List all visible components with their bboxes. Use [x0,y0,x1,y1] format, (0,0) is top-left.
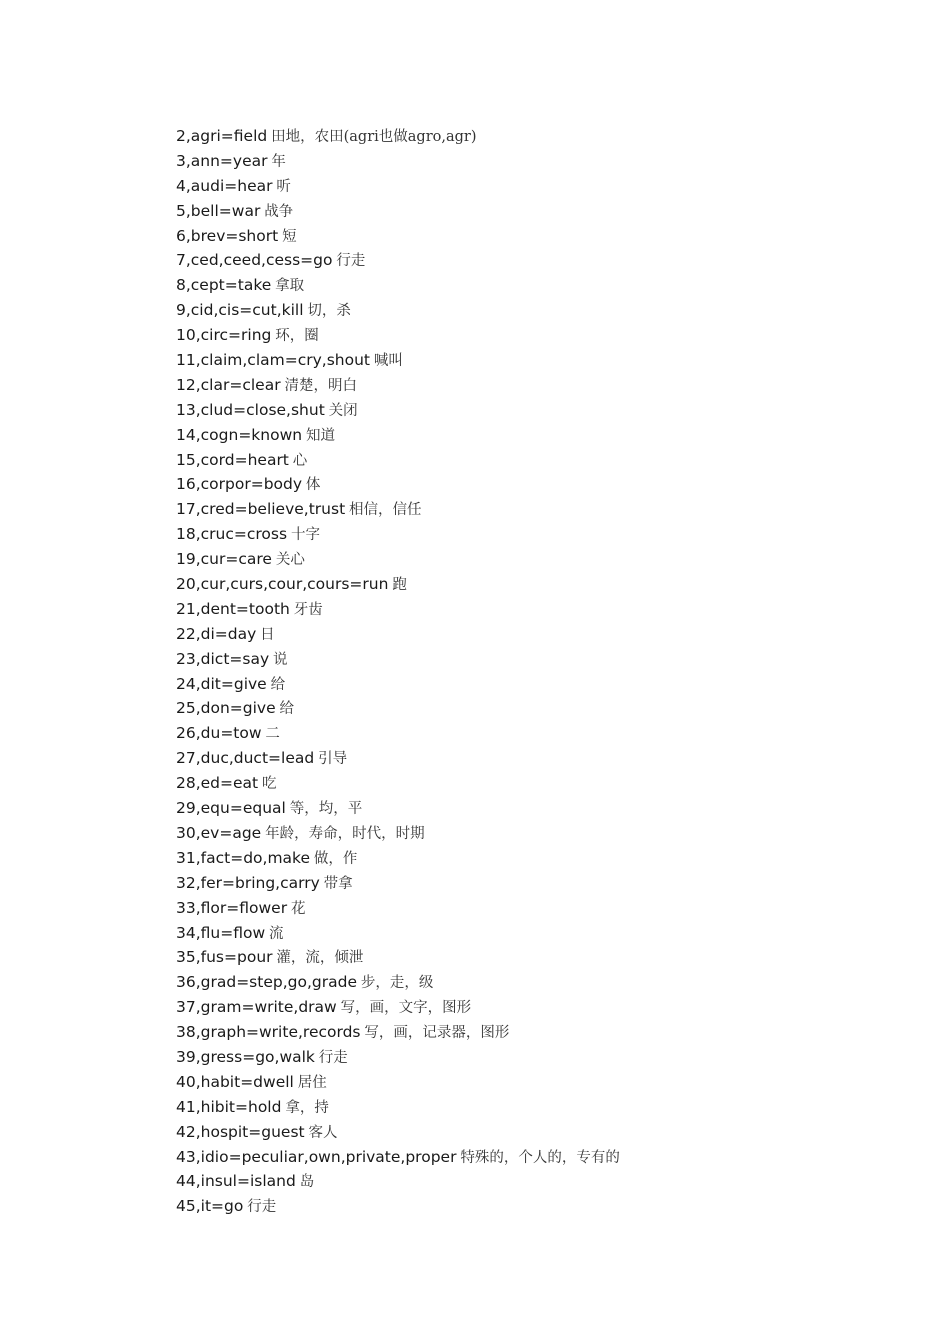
word-root-entry [176,622,876,647]
root-definition: 27,duc,duct=lead [176,749,315,768]
word-root-list [176,124,876,1219]
word-root-entry [176,647,876,672]
word-root-entry [176,174,876,199]
root-definition: 24,dit=give [176,674,267,693]
root-meaning-chinese: 年 [271,153,286,170]
word-root-entry [176,696,876,721]
root-definition: 32,fer=bring,carry [176,873,320,892]
root-meaning-chinese: 行走 [318,1049,348,1066]
root-meaning-chinese: 关心 [275,552,305,569]
word-root-entry [176,448,876,473]
root-definition: 23,dict=say [176,649,270,668]
word-root-entry [176,995,876,1020]
word-root-entry [176,846,876,871]
root-meaning-chinese: 体 [305,477,321,494]
root-definition: 45,it=go [176,1197,244,1216]
root-meaning-chinese: 牙齿 [293,601,323,618]
word-root-entry [176,522,876,547]
word-root-entry [176,398,876,423]
root-meaning-chinese: 清楚，明白 [284,377,357,394]
word-root-entry [176,224,876,249]
word-root-entry [176,348,876,373]
root-definition: 19,cur=care [176,550,272,569]
root-definition: 10,circ=ring [176,326,272,345]
root-meaning-chinese: 田地，农田(agri也做agro,agr) [271,129,477,145]
root-meaning-chinese: 短 [282,228,297,245]
word-root-entry [176,423,876,448]
root-meaning-chinese: 拿取 [275,278,305,295]
root-meaning-chinese: 跑 [392,577,407,594]
root-definition: 40,habit=dwell [176,1072,294,1091]
word-root-entry [176,672,876,697]
root-meaning-chinese: 相信，信任 [349,502,422,519]
word-root-entry [176,323,876,348]
root-meaning-chinese: 年龄，寿命，时代，时期 [265,825,425,842]
root-definition: 26,du=tow [176,724,262,743]
word-root-entry [176,746,876,771]
root-definition: 42,hospit=guest [176,1122,305,1141]
root-meaning-chinese: 客人 [308,1124,338,1141]
root-meaning-chinese: 花 [290,900,306,917]
root-definition: 39,gress=go,walk [176,1047,315,1066]
root-definition: 30,ev=age [176,823,262,842]
root-definition: 13,clud=close,shut [176,400,325,419]
root-meaning-chinese: 心 [292,452,308,469]
root-definition: 7,ced,ceed,cess=go [176,251,333,270]
root-meaning-chinese: 战争 [264,203,294,220]
word-root-entry [176,597,876,622]
word-root-entry [176,124,876,149]
root-meaning-chinese: 十字 [290,527,320,544]
root-definition: 9,cid,cis=cut,kill [176,301,304,320]
root-definition: 36,grad=step,go,grade [176,973,357,992]
root-meaning-chinese: 写，画，文字，图形 [340,1000,472,1017]
word-root-entry [176,821,876,846]
word-root-entry [176,248,876,273]
root-definition: 17,cred=believe,trust [176,500,346,519]
root-definition: 18,cruc=cross [176,525,288,544]
root-definition: 22,di=day [176,624,257,643]
root-meaning-chinese: 带拿 [323,875,353,892]
root-meaning-chinese: 给 [270,676,286,693]
root-meaning-chinese: 流 [269,925,284,942]
root-meaning-chinese: 环，圈 [275,328,319,345]
root-definition: 6,brev=short [176,226,279,245]
root-definition: 14,cogn=known [176,425,303,444]
root-meaning-chinese: 行走 [336,253,366,270]
word-root-entry [176,1145,876,1170]
word-root-entry [176,149,876,174]
root-meaning-chinese: 说 [273,651,288,668]
root-meaning-chinese: 拿，持 [285,1099,329,1116]
root-definition: 4,audi=hear [176,176,273,195]
root-definition: 38,graph=write,records [176,1023,361,1042]
root-definition: 33,flor=flower [176,898,288,917]
word-root-entry [176,273,876,298]
root-meaning-chinese: 切，杀 [307,303,351,320]
word-root-entry [176,298,876,323]
root-meaning-chinese: 引导 [318,751,348,768]
root-meaning-chinese: 写，画，记录器，图形 [364,1025,510,1042]
root-definition: 2,agri=field [176,127,268,145]
word-root-entry [176,1070,876,1095]
word-root-entry [176,572,876,597]
word-root-entry [176,547,876,572]
root-definition: 41,hibit=hold [176,1097,282,1116]
root-meaning-chinese: 吃 [262,776,277,793]
root-definition: 15,cord=heart [176,450,289,469]
root-meaning-chinese: 灌，流，倾泄 [276,950,364,967]
word-root-entry [176,896,876,921]
root-definition: 35,fus=pour [176,948,273,967]
root-meaning-chinese: 关闭 [328,402,358,419]
word-root-entry [176,871,876,896]
root-definition: 12,clar=clear [176,375,281,394]
root-meaning-chinese: 等，均，平 [289,801,363,818]
root-definition: 37,gram=write,draw [176,998,337,1017]
root-definition: 16,corpor=body [176,475,303,494]
root-meaning-chinese: 喊叫 [373,353,403,370]
root-meaning-chinese: 二 [265,726,280,743]
root-definition: 21,dent=tooth [176,599,290,618]
root-definition: 29,equ=equal [176,799,286,818]
root-meaning-chinese: 日 [260,626,275,643]
word-root-entry [176,945,876,970]
root-meaning-chinese: 岛 [299,1174,315,1191]
word-root-entry [176,1194,876,1219]
root-meaning-chinese: 特殊的，个人的，专有的 [460,1149,620,1166]
root-definition: 44,insul=island [176,1172,296,1191]
word-root-entry [176,921,876,946]
root-definition: 25,don=give [176,699,276,718]
root-definition: 8,cept=take [176,276,272,295]
word-root-entry [176,796,876,821]
root-definition: 28,ed=eat [176,774,259,793]
root-meaning-chinese: 知道 [305,427,335,444]
root-definition: 34,flu=flow [176,923,266,942]
root-meaning-chinese: 听 [276,178,291,195]
root-meaning-chinese: 做，作 [313,850,358,867]
root-definition: 3,ann=year [176,151,268,170]
word-root-entry [176,771,876,796]
root-definition: 5,bell=war [176,201,261,220]
root-meaning-chinese: 步，走，级 [360,975,434,992]
root-definition: 11,claim,clam=cry,shout [176,351,370,370]
word-root-entry [176,1095,876,1120]
root-meaning-chinese: 行走 [247,1199,277,1216]
root-definition: 31,fact=do,make [176,848,310,867]
root-definition: 43,idio=peculiar,own,private,proper [176,1147,457,1166]
word-root-entry [176,1045,876,1070]
word-root-entry [176,373,876,398]
root-definition: 20,cur,curs,cour,cours=run [176,575,389,594]
word-root-entry [176,199,876,224]
word-root-entry [176,721,876,746]
word-root-entry [176,497,876,522]
word-root-entry [176,1169,876,1194]
word-root-entry [176,1020,876,1045]
word-root-entry [176,970,876,995]
root-meaning-chinese: 居住 [297,1074,327,1091]
word-root-entry [176,1120,876,1145]
root-meaning-chinese: 给 [279,701,295,718]
word-root-entry [176,472,876,497]
